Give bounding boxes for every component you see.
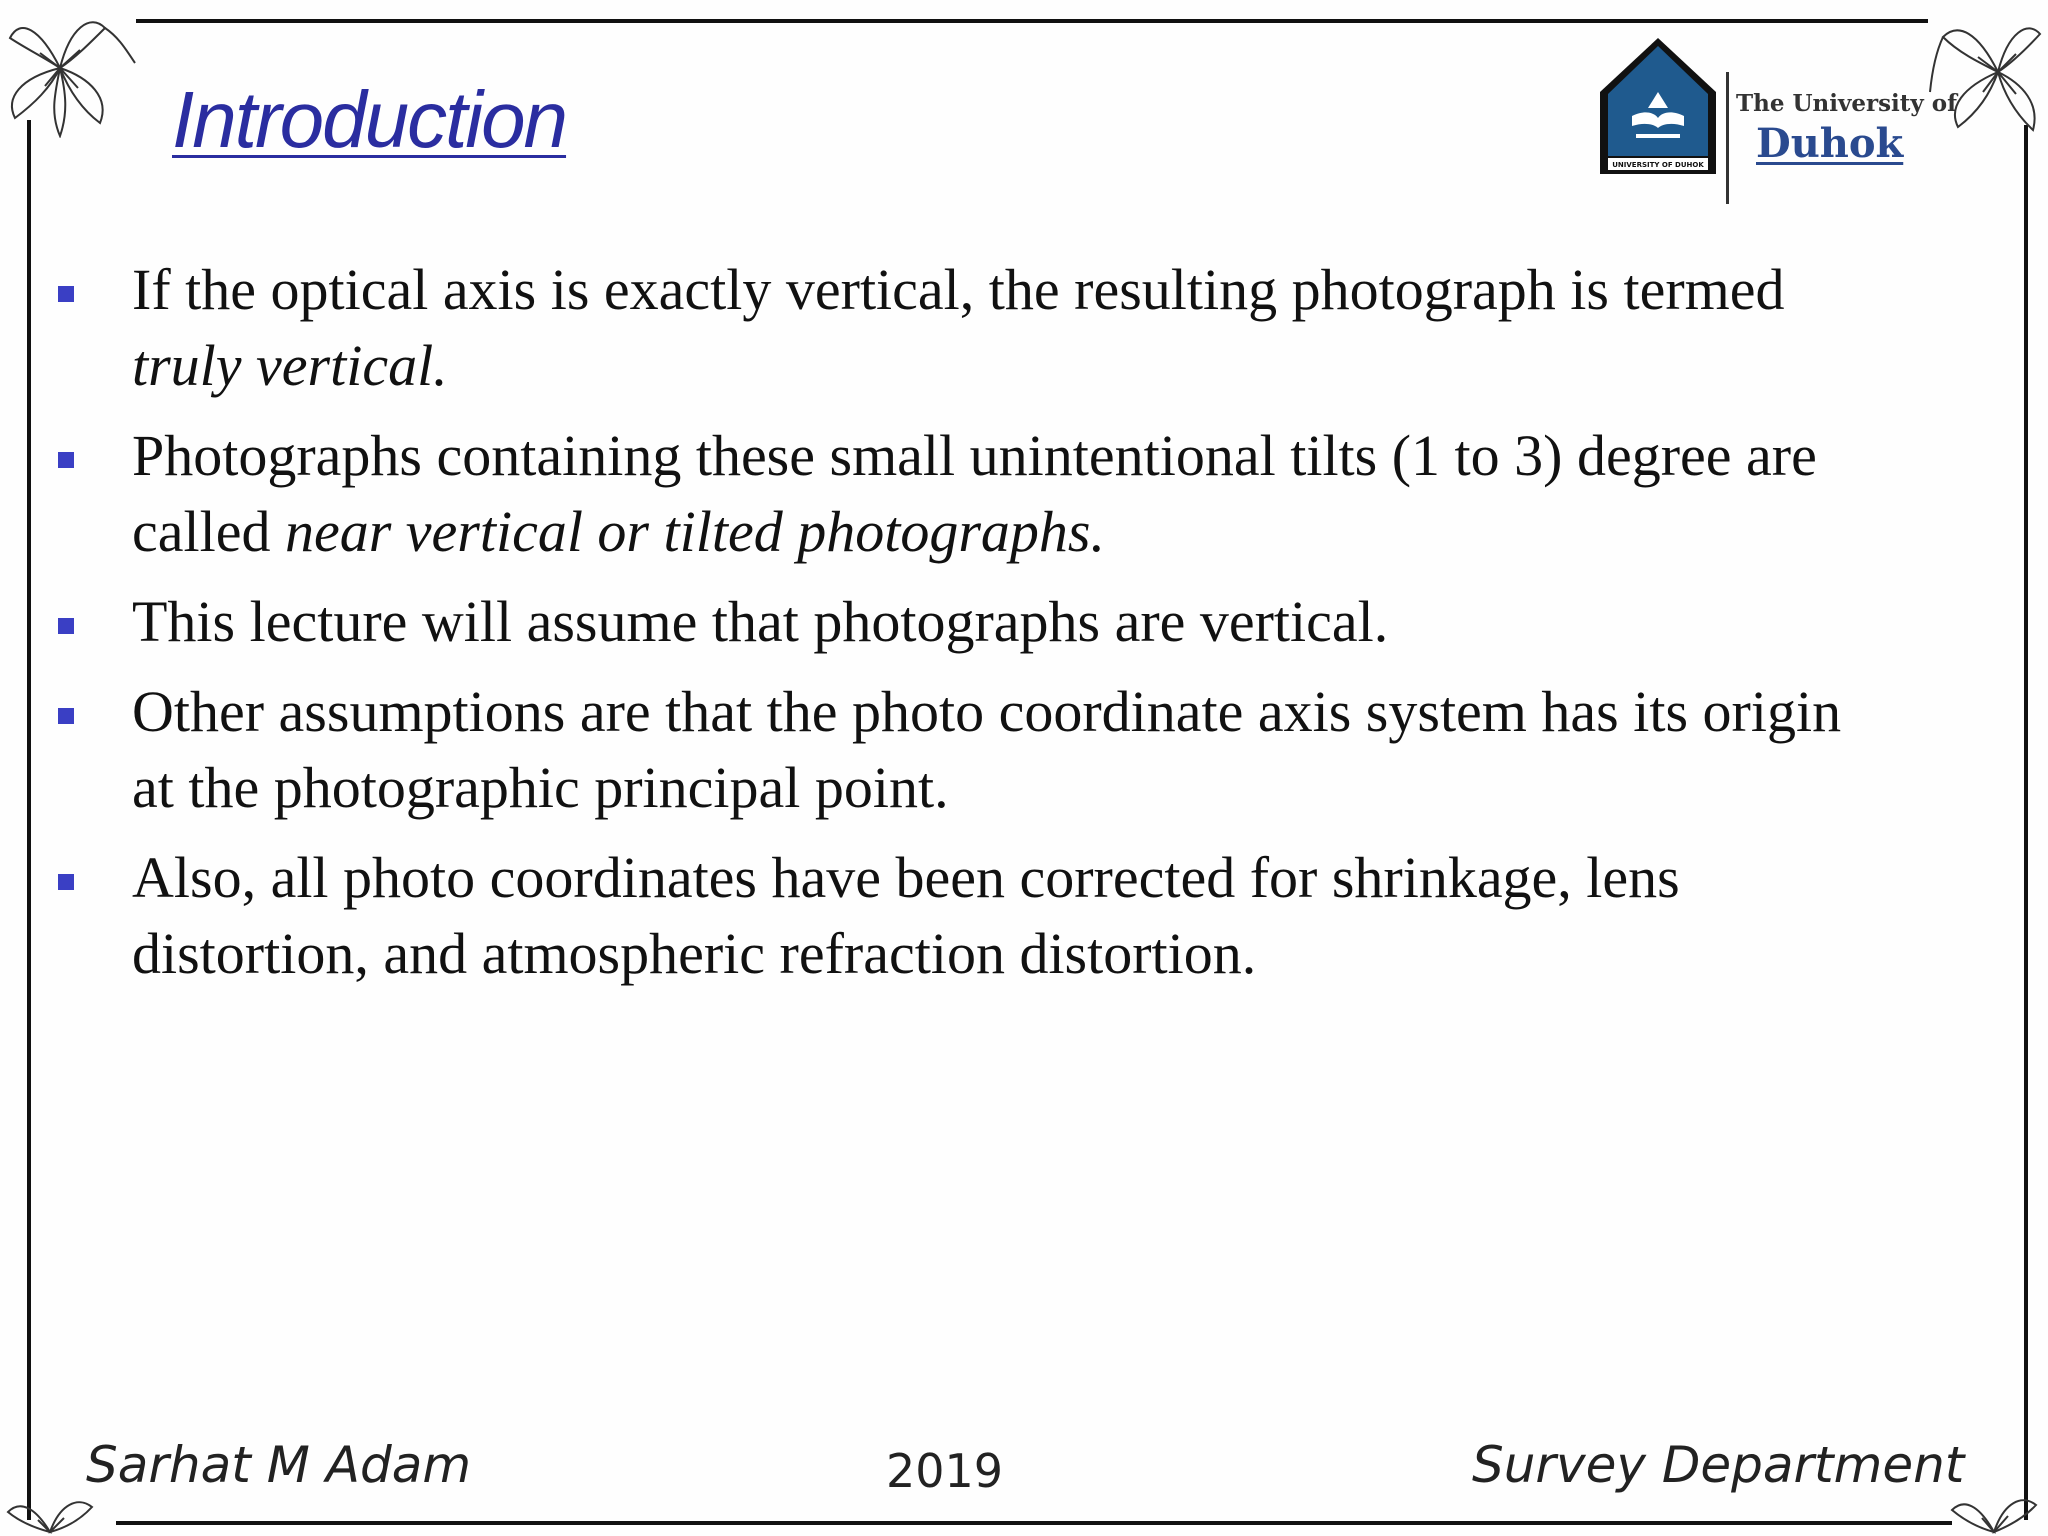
logo-divider [1726,72,1729,204]
footer-department: Survey Department [1472,1436,1965,1494]
frame-bottom-rule [116,1521,1952,1525]
university-logo [1596,34,1958,184]
bullet-line: distortion, and atmospheric refraction distortion. [132,921,1257,986]
bullet-line: Other assumptions are that the photo coordinate axis system has its origin [132,679,1842,744]
bullet-item [58,840,1990,992]
bullet-marker-icon [58,708,74,724]
bullet-line: This lecture will assume that photographs are vertical. [132,589,1389,654]
bullet-marker-icon [58,452,74,468]
bullet-marker-icon [58,286,74,302]
lily-flower-icon [1928,12,2048,142]
university-badge-icon [1596,34,1720,183]
logo-line-2: Duhok [1756,120,1904,167]
frame-right-rule [2024,125,2028,1520]
frame-left-rule [27,120,31,1520]
logo-line-1: The University of [1736,90,1958,117]
frame-top-rule [136,19,1928,23]
bullet-item [58,674,1990,826]
bullet-line: at the photographic principal point. [132,755,949,820]
bullet-list [58,252,1990,1006]
bullet-marker-icon [58,874,74,890]
bullet-marker-icon [58,618,74,634]
footer-author: Sarhat M Adam [86,1436,472,1494]
bullet-item [58,418,1990,570]
bullet-item [58,252,1990,404]
page-title: Introduction [172,75,567,164]
bullet-line: Also, all photo coordinates have been corrected for shrinkage, lens [132,845,1680,910]
badge-text: UNIVERSITY OF DUHOK [1612,161,1704,169]
lily-flower-icon [0,8,140,138]
bullet-line: If the optical axis is exactly vertical, the resulting photograph is termed [132,257,1785,322]
bullet-line: truly vertical. [132,333,448,398]
footer-year: 2019 [886,1444,1004,1498]
bullet-line: Photographs containing these small unintentional tilts (1 to 3) degree are [132,423,1817,488]
bullet-item [58,584,1990,660]
bullet-line: called near vertical or tilted photographs. [132,499,1105,564]
